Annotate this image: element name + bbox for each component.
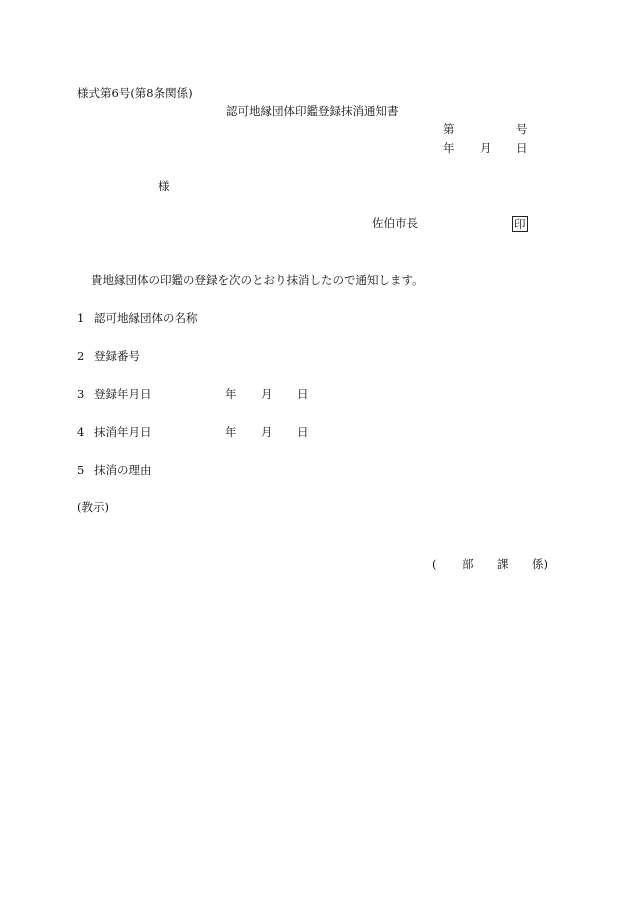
contact-unit: 係) bbox=[532, 557, 548, 571]
item-label: 抹消年月日 bbox=[94, 425, 152, 439]
date-day: 日 bbox=[516, 141, 528, 155]
item-month: 月 bbox=[261, 387, 273, 401]
item-number: 5 bbox=[77, 463, 85, 477]
item-label: 登録年月日 bbox=[94, 387, 152, 401]
instruction-label: (教示) bbox=[77, 500, 109, 514]
form-label: 様式第6号(第8条関係) bbox=[77, 86, 193, 100]
addressee-suffix: 様 bbox=[158, 179, 170, 193]
item-number: 4 bbox=[77, 425, 85, 439]
number-suffix: 号 bbox=[516, 122, 528, 136]
item-label: 抹消の理由 bbox=[94, 463, 152, 477]
contact-open: ( bbox=[432, 557, 437, 571]
date-month: 月 bbox=[480, 141, 492, 155]
item-number: 3 bbox=[77, 387, 85, 401]
item-number: 2 bbox=[77, 349, 85, 363]
item-label: 認可地縁団体の名称 bbox=[94, 311, 198, 325]
item-year: 年 bbox=[225, 387, 237, 401]
body-text: 貴地縁団体の印鑑の登録を次のとおり抹消したので通知します。 bbox=[91, 273, 424, 287]
item-month: 月 bbox=[261, 425, 273, 439]
date-year: 年 bbox=[443, 141, 455, 155]
item-year: 年 bbox=[225, 425, 237, 439]
item-label: 登録番号 bbox=[94, 349, 140, 363]
item-day: 日 bbox=[297, 425, 309, 439]
document-title: 認可地縁団体印鑑登録抹消通知書 bbox=[226, 104, 399, 118]
sender-name: 佐伯市長 bbox=[372, 216, 418, 230]
number-prefix: 第 bbox=[443, 122, 455, 136]
item-number: 1 bbox=[77, 311, 85, 325]
seal-mark: 印 bbox=[514, 217, 526, 231]
contact-section: 課 bbox=[497, 557, 509, 571]
contact-dept: 部 bbox=[462, 557, 474, 571]
item-day: 日 bbox=[297, 387, 309, 401]
